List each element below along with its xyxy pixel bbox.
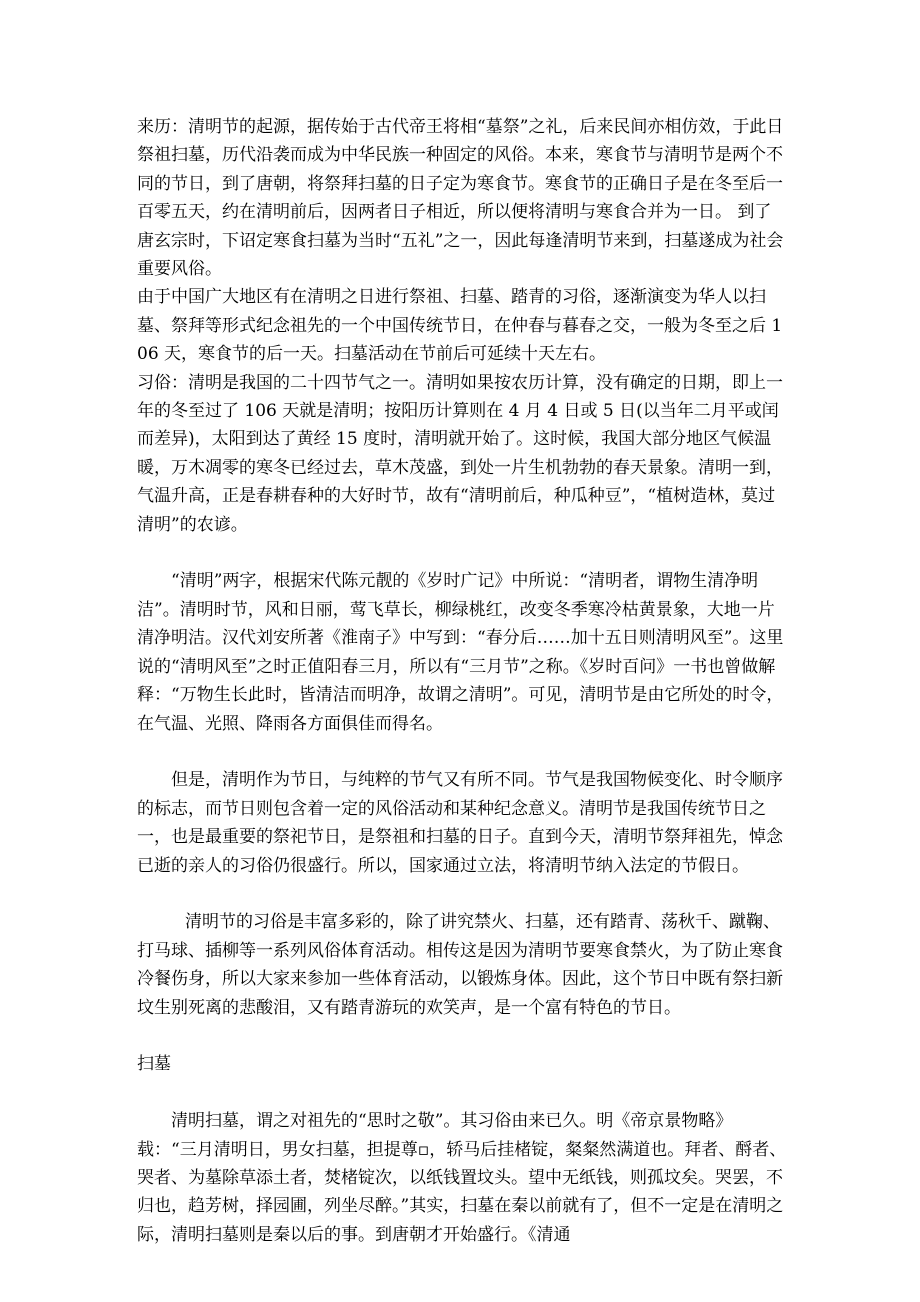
paragraph-tomb-sweeping: 清明扫墓，谓之对祖先的“思时之敬”。其习俗由来已久。明《帝京景物略》载：“三月清明日，男女扫墓，担提尊▫，轿马后挂楮锭，粲粲然满道也。拜者、酹者、哭者、为墓除草添土者，焚楮锭次，以纸钱置坟头。望中无纸钱，则孤坟矣。哭罢，不归也，趋芳树，择园圃，列坐尽醉。”其实，扫墓在秦以前就有了，但不一定是在清明之际，清明扫墓则是秦以后的事。到唐朝才开始盛行。《清通 bbox=[137, 1111, 787, 1245]
document-body bbox=[137, 113, 787, 1249]
paragraph-tradition: 由于中国广大地区有在清明之日进行祭祖、扫墓、踏青的习俗，逐渐演变为华人以扫墓、祭拜等形式纪念祖先的一个中国传统节日，在仲春与暮春之交，一般为冬至之后 106 天，寒食节的后一天。扫墓活动在节前后可延续十天左右。 bbox=[137, 287, 783, 365]
paragraph-spacer bbox=[137, 880, 787, 908]
paragraph-origin: 来历：清明节的起源，据传始于古代帝王将相“墓祭”之礼，后来民间亦相仿效，于此日祭祖扫墓，历代沿袭而成为中华民族一种固定的风俗。本来，寒食节与清明节是两个不同的节日，到了唐朝，将祭拜扫墓的日子定为寒食节。寒食节的正确日子是在冬至后一百零五天，约在清明前后，因两者日子相近，所以便将清明与寒食合并为一日。 到了唐玄宗时，下诏定寒食扫墓为当时“五礼”之一，因此每逢清明节来到，扫墓遂成为社会重要风俗。 bbox=[137, 117, 784, 280]
paragraph-spacer bbox=[137, 539, 787, 567]
paragraph-activities: 清明节的习俗是丰富多彩的，除了讲究禁火、扫墓，还有踏青、荡秋千、蹴鞠、打马球、插柳等一系列风俗体育活动。相传这是因为清明节要寒食禁火，为了防止寒食冷餐伤身，所以大家来参加一些体育活动，以锻炼身体。因此，这个节日中既有祭扫新坟生别死离的悲酸泪，又有踏青游玩的欢笑声，是一个富有特色的节日。 bbox=[137, 912, 783, 1018]
paragraph-name-meaning: “清明”两字，根据宋代陈元靓的《岁时广记》中所说：“清明者，谓物生清净明洁”。清明时节，风和日丽，莺飞草长，柳绿桃红，改变冬季寒冷枯黄景象，大地一片清净明洁。汉代刘安所著《淮南子》中写到：“春分后……加十五日则清明风至”。这里说的“清明风至”之时正值阳春三月，所以有“三月节”之称。《岁时百问》一书也曾做解释：“万物生长此时，皆清洁而明净，故谓之清明”。可见，清明节是由它所处的时令，在气温、光照、降雨各方面俱佳而得名。 bbox=[137, 571, 784, 734]
paragraph-festival-vs-solar-term: 但是，清明作为节日，与纯粹的节气又有所不同。节气是我国物候变化、时令顺序的标志，而节日则包含着一定的风俗活动和某种纪念意义。清明节是我国传统节日之一，也是最重要的祭祀节日，是祭祖和扫墓的日子。直到今天，清明节祭拜祖先，悼念已逝的亲人的习俗仍很盛行。所以，国家通过立法，将清明节纳入法定的节假日。 bbox=[137, 770, 783, 876]
paragraph-spacer bbox=[137, 738, 787, 766]
section-heading-tomb-sweeping: 扫墓 bbox=[137, 1054, 171, 1075]
paragraph-spacer bbox=[137, 1022, 787, 1050]
paragraph-spacer bbox=[137, 1079, 787, 1107]
paragraph-customs: 习俗：清明是我国的二十四节气之一。清明如果按农历计算，没有确定的日期，即上一年的冬至过了 106 天就是清明；按阳历计算则在 4 月 4 日或 5 日(以当年二月平或闰而差异)，太阳到达了黄经 15 度时，清明就开始了。这时候，我国大部分地区气候温暖，万木凋零的寒冬已经过去，草木茂盛，到处一片生机勃勃的春天景象。清明一到，气温升高，正是春耕春种的大好时节，故有“清明前后，种瓜种豆”，“植树造林，莫过清明”的农谚。 bbox=[137, 372, 783, 535]
